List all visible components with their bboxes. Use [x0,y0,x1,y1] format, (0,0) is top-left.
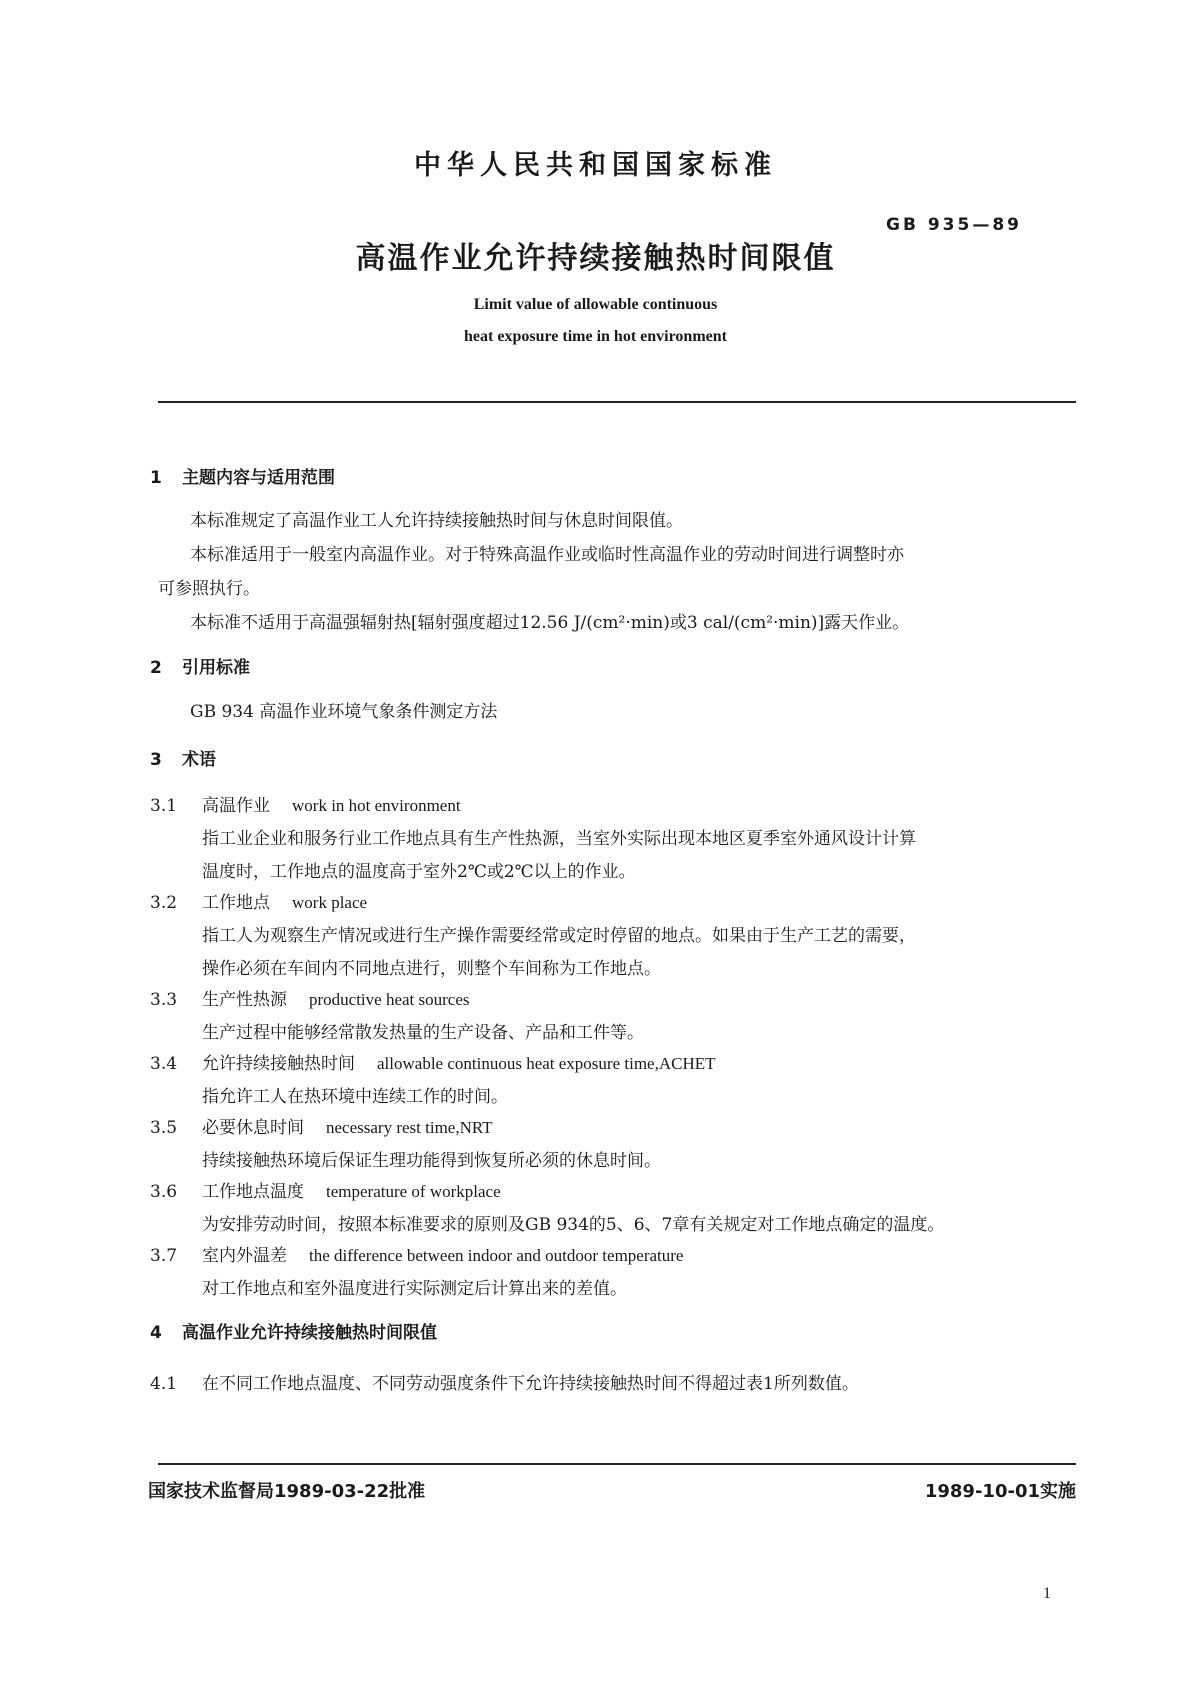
section-2-heading [150,653,250,678]
term-en: allowable continuous heat exposure time,ACHET [377,1054,716,1073]
section-title: 术语 [182,750,216,770]
section-number: 3 [150,750,162,770]
term-definition: 指工人为观察生产情况或进行生产操作需要经常或定时停留的地点。如果由于生产工艺的需要， [202,926,916,946]
section-number: 4 [150,1323,162,1343]
section-number: 1 [150,468,162,488]
section-title: 主题内容与适用范围 [182,468,335,488]
term-cn: 生产性热源 [202,990,287,1010]
section-title: 引用标准 [182,658,250,678]
term-definition: 操作必须在车间内不同地点进行，则整个车间称为工作地点。 [202,959,661,979]
clause-4-1 [150,1369,859,1394]
term-3-2 [150,888,367,913]
term-3-3 [150,985,470,1010]
term-cn: 工作地点 [202,893,270,913]
section-title: 高温作业允许持续接触热时间限值 [182,1323,437,1343]
term-definition: 指允许工人在热环境中连续工作的时间。 [202,1087,508,1107]
term-en: necessary rest time,NRT [326,1118,493,1137]
term-en: productive heat sources [309,990,470,1009]
english-title-line-2: heat exposure time in hot environment [464,328,727,345]
term-number: 3.3 [150,990,178,1010]
document-title: 高温作业允许持续接触热时间限值 [355,241,836,276]
national-standard-heading: 中华人民共和国国家标准 [414,150,777,181]
term-definition: 生产过程中能够经常散发热量的生产设备、产品和工件等。 [202,1023,644,1043]
term-3-7 [150,1241,683,1266]
english-title-line-1: Limit value of allowable continuous [473,296,718,313]
term-number: 3.2 [150,893,178,913]
term-number: 3.5 [150,1118,178,1138]
paragraph: 本标准规定了高温作业工人允许持续接触热时间与休息时间限值。 [190,511,683,531]
term-number: 3.6 [150,1182,178,1202]
term-en: work in hot environment [292,796,461,815]
section-number: 2 [150,658,162,678]
paragraph-continuation: 可参照执行。 [158,579,260,599]
term-number: 3.7 [150,1246,178,1266]
section-4-heading [150,1318,437,1343]
section-1-heading [150,463,335,488]
term-3-4 [150,1049,716,1074]
clause-number: 4.1 [150,1374,178,1394]
term-number: 3.1 [150,796,178,816]
term-en: the difference between indoor and outdoor temperature [309,1246,684,1265]
term-cn: 工作地点温度 [202,1182,304,1202]
term-cn: 允许持续接触热时间 [202,1054,355,1074]
normative-reference: GB 934 高温作业环境气象条件测定方法 [190,702,498,722]
term-3-6 [150,1177,501,1202]
term-definition: 为安排劳动时间，按照本标准要求的原则及GB 934的5、6、7章有关规定对工作地点确定的温度。 [202,1215,945,1235]
term-cn: 室内外温差 [202,1246,287,1266]
term-definition: 指工业企业和服务行业工作地点具有生产性热源，当室外实际出现本地区夏季室外通风设计计算 [202,829,916,849]
term-en: temperature of workplace [326,1182,501,1201]
paragraph: 本标准不适用于高温强辐射热[辐射强度超过12.56 J/(cm²·min)或3 cal/(cm²·min)]露天作业。 [190,613,910,633]
term-definition: 对工作地点和室外温度进行实际测定后计算出来的差值。 [202,1279,627,1299]
section-3-heading [150,745,216,770]
term-definition: 温度时，工作地点的温度高于室外2℃或2℃以上的作业。 [202,862,636,882]
term-number: 3.4 [150,1054,178,1074]
footer-divider [158,1463,1076,1465]
header-divider [158,401,1076,403]
term-3-5 [150,1113,493,1138]
standard-code: GB 935—89 [886,215,1022,235]
term-en: work place [292,893,368,912]
term-cn: 高温作业 [202,796,270,816]
effective-date: 1989-10-01实施 [924,1481,1076,1502]
term-definition: 持续接触热环境后保证生理功能得到恢复所必须的休息时间。 [202,1151,661,1171]
term-3-1 [150,791,461,816]
page-number: 1 [1043,1585,1051,1602]
approval-date: 国家技术监督局1989-03-22批准 [148,1481,426,1502]
term-cn: 必要休息时间 [202,1118,304,1138]
paragraph: 本标准适用于一般室内高温作业。对于特殊高温作业或临时性高温作业的劳动时间进行调整时亦 [190,545,904,565]
clause-text: 在不同工作地点温度、不同劳动强度条件下允许持续接触热时间不得超过表1所列数值。 [202,1374,859,1394]
